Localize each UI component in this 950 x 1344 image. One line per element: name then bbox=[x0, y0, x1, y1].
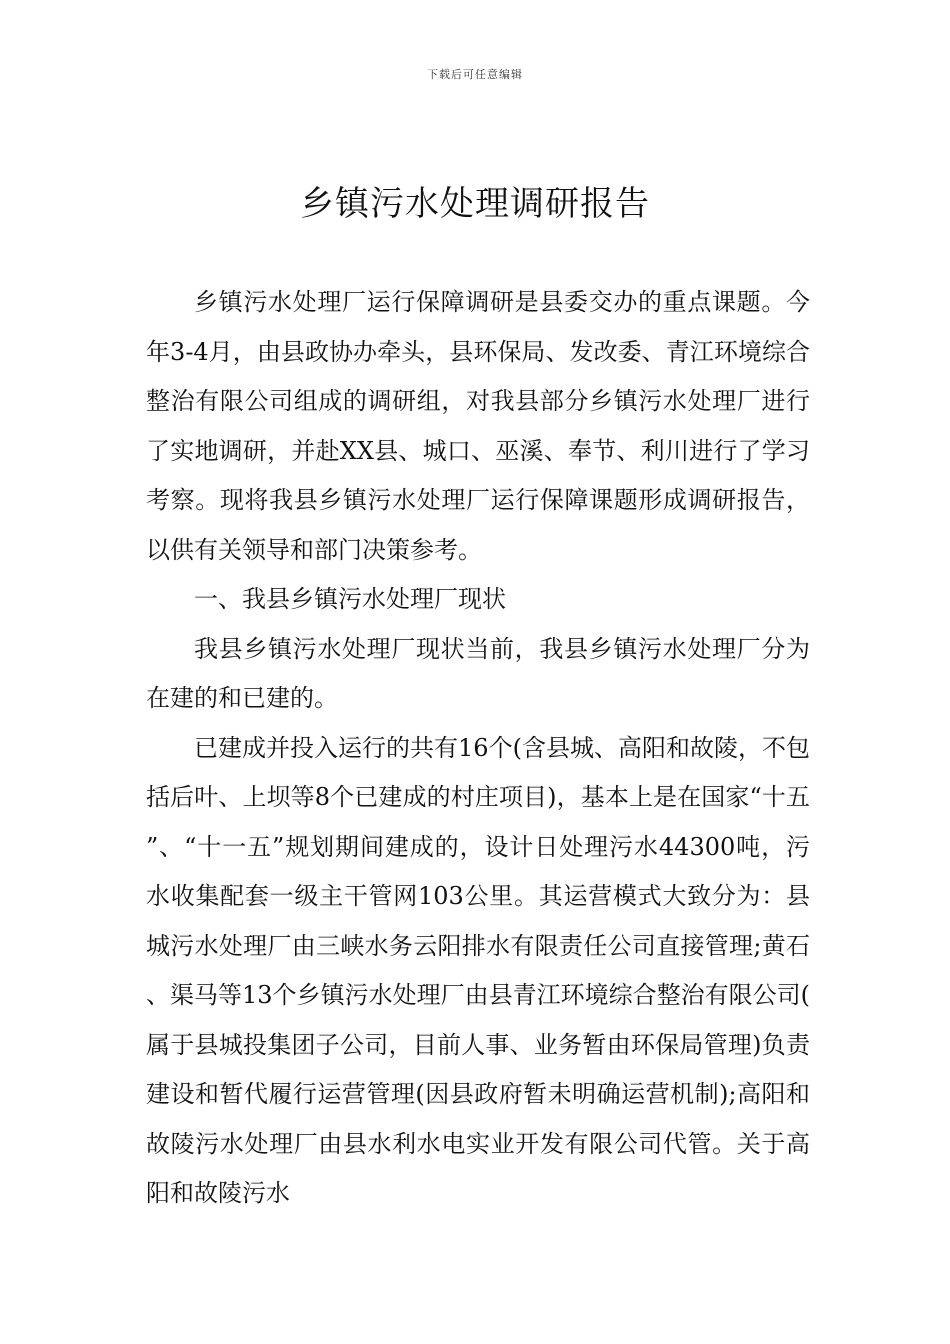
paragraph-operation: 已建成并投入运行的共有16个(含县城、高阳和故陵，不包括后叶、上坝等8个已建成的村庄项目)，基本上是在国家“十五”、“十一五”规划期间建成的，设计日处理污水44300吨，污水收集配套一级主干管网103公里。其运营模式大致分为：县城污水处理厂由三峡水务云阳排水有限责任公司直接管理;黄石、渠马等13个乡镇污水处理厂由县青江环境综合整治有限公司(属于县城投集团子公司，目前人事、业务暂由环保局管理)负责建设和暂代履行运营管理(因县政府暂未明确运营机制);高阳和故陵污水处理厂由县水利水电实业开发有限公司代管。关于高阳和故陵污水 bbox=[146, 733, 810, 1207]
paragraph-status: 我县乡镇污水处理厂现状当前，我县乡镇污水处理厂分为在建的和已建的。 bbox=[146, 634, 810, 712]
document-body bbox=[146, 278, 810, 1219]
paragraph-intro: 乡镇污水处理厂运行保障调研是县委交办的重点课题。今年3-4月，由县政协办牵头，县环保局、发改委、青江环境综合整治有限公司组成的调研组，对我县部分乡镇污水处理厂进行了实地调研，并赴XX县、城口、巫溪、奉节、利川进行了学习考察。现将我县乡镇污水处理厂运行保障课题形成调研报告，以供有关领导和部门决策参考。 bbox=[146, 288, 810, 564]
header-note: 下载后可任意编辑 bbox=[427, 68, 523, 81]
section-heading: 一、我县乡镇污水处理厂现状 bbox=[194, 585, 506, 613]
document-title: 乡镇污水处理调研报告 bbox=[300, 184, 650, 224]
